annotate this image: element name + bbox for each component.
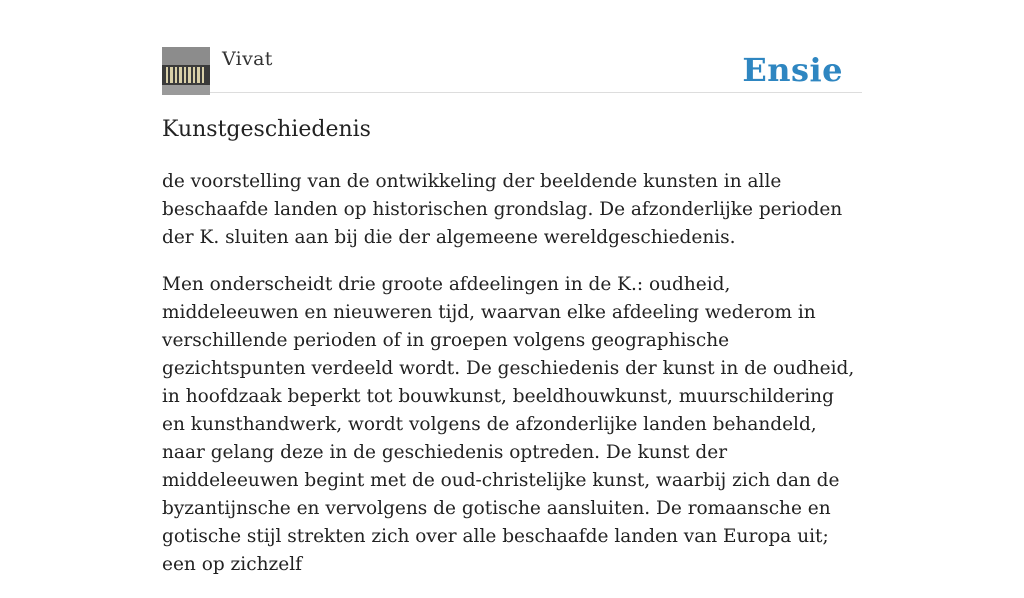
page-title: Kunstgeschiedenis	[162, 117, 371, 142]
bookshelf-avatar-icon[interactable]	[162, 47, 210, 95]
brand-logo[interactable]: Ensie	[742, 51, 843, 89]
paragraph: Men onderscheidt drie groote afdeelingen in de K.: oudheid, middeleeuwen en nieuweren tijd, waarvan elke afdeeling wederom in verschillende perioden of in groepen volgens geographische gezichtspunten verdeeld wordt. De geschiedenis der kunst in de oudheid, in hoofdzaak beperkt tot bouwkunst, beeldhouwkunst, muurschildering en kunsthandwerk, wordt volgens de afzonderlijke landen behandeld, naar gelang deze in de geschiedenis optreden. De kunst der middeleeuwen begint met de oud-christelijke kunst, waarbij zich dan de byzantijnsche en vervolgens de gotische aansluiten. De romaansche en gotische stijl strekten zich over alle beschaafde landen van Europa uit; een op zichzelf	[162, 274, 855, 575]
article-body	[162, 168, 862, 598]
paragraph: de voorstelling van de ontwikkeling der beeldende kunsten in alle beschaafde landen op historischen grondslag. De afzonderlijke perioden der K. sluiten aan bij die der algemeene wereldgeschiedenis.	[162, 171, 843, 248]
author-name[interactable]: Vivat	[222, 48, 273, 70]
page-header	[162, 0, 862, 93]
page-container	[162, 0, 862, 575]
